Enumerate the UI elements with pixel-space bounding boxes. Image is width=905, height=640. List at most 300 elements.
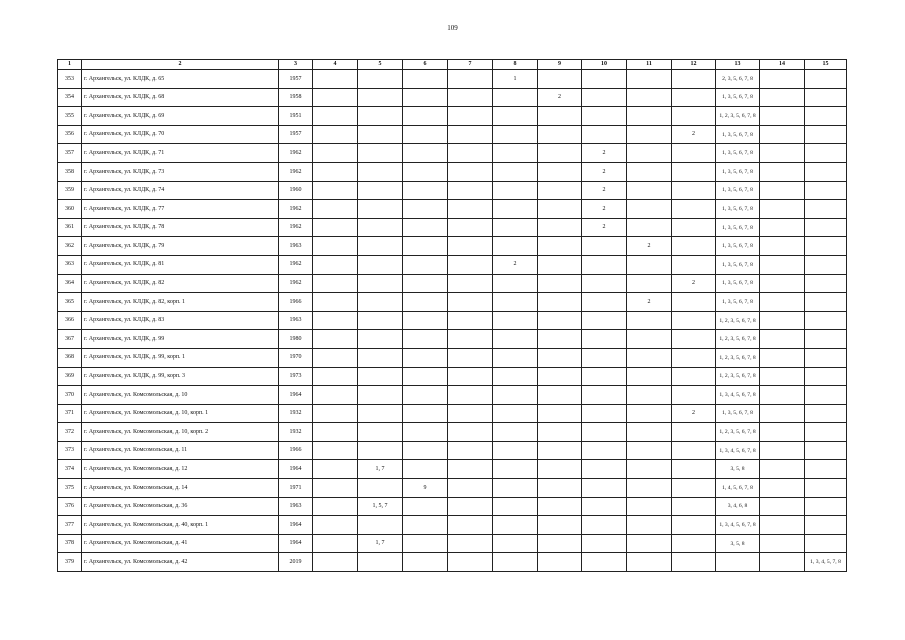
value-cell-6 bbox=[403, 460, 448, 479]
value-cell-12 bbox=[672, 553, 716, 572]
value-cell-5: 1, 7 bbox=[358, 534, 403, 553]
value-cell-6 bbox=[403, 441, 448, 460]
codes-cell-13: 3, 5, 8 bbox=[716, 460, 760, 479]
table-row bbox=[58, 404, 847, 423]
value-cell-9 bbox=[538, 237, 582, 256]
value-cell-11 bbox=[627, 181, 672, 200]
codes-cell-13: 1, 2, 3, 5, 6, 7, 8 bbox=[716, 330, 760, 349]
column-header: 13 bbox=[716, 60, 760, 70]
value-cell-8 bbox=[493, 311, 538, 330]
codes-cell-13: 1, 3, 5, 6, 7, 8 bbox=[716, 293, 760, 312]
year-cell: 1963 bbox=[279, 311, 313, 330]
table-row bbox=[58, 441, 847, 460]
row-number-cell: 373 bbox=[58, 441, 82, 460]
value-cell-14 bbox=[760, 144, 805, 163]
year-cell: 1962 bbox=[279, 274, 313, 293]
codes-cell-13: 3, 5, 8 bbox=[716, 534, 760, 553]
value-cell-10 bbox=[582, 125, 627, 144]
value-cell-7 bbox=[448, 144, 493, 163]
value-cell-4 bbox=[313, 423, 358, 442]
value-cell-10 bbox=[582, 553, 627, 572]
value-cell-4 bbox=[313, 218, 358, 237]
value-cell-11 bbox=[627, 330, 672, 349]
value-cell-6 bbox=[403, 125, 448, 144]
value-cell-6 bbox=[403, 497, 448, 516]
address-cell: г. Архангельск, ул. КЛДК, д. 81 bbox=[82, 255, 279, 274]
value-cell-14 bbox=[760, 497, 805, 516]
year-cell: 1951 bbox=[279, 107, 313, 126]
value-cell-6 bbox=[403, 181, 448, 200]
value-cell-5 bbox=[358, 553, 403, 572]
value-cell-5 bbox=[358, 88, 403, 107]
codes-cell-15 bbox=[805, 423, 847, 442]
value-cell-12 bbox=[672, 70, 716, 89]
value-cell-10 bbox=[582, 386, 627, 405]
table-row bbox=[58, 255, 847, 274]
value-cell-7 bbox=[448, 386, 493, 405]
value-cell-11 bbox=[627, 70, 672, 89]
value-cell-12 bbox=[672, 255, 716, 274]
value-cell-9 bbox=[538, 386, 582, 405]
value-cell-11 bbox=[627, 479, 672, 498]
value-cell-14 bbox=[760, 218, 805, 237]
year-cell: 1958 bbox=[279, 88, 313, 107]
value-cell-12 bbox=[672, 386, 716, 405]
table-row bbox=[58, 200, 847, 219]
value-cell-6 bbox=[403, 534, 448, 553]
address-cell: г. Архангельск, ул. КЛДК, д. 79 bbox=[82, 237, 279, 256]
codes-cell-15 bbox=[805, 144, 847, 163]
codes-cell-13 bbox=[716, 553, 760, 572]
row-number-cell: 372 bbox=[58, 423, 82, 442]
row-number-cell: 359 bbox=[58, 181, 82, 200]
value-cell-9 bbox=[538, 367, 582, 386]
value-cell-7 bbox=[448, 330, 493, 349]
row-number-cell: 379 bbox=[58, 553, 82, 572]
row-number-cell: 365 bbox=[58, 293, 82, 312]
value-cell-4 bbox=[313, 441, 358, 460]
value-cell-11: 2 bbox=[627, 237, 672, 256]
value-cell-10 bbox=[582, 88, 627, 107]
address-cell: г. Архангельск, ул. Комсомольская, д. 10, корп. 1 bbox=[82, 404, 279, 423]
address-cell: г. Архангельск, ул. Комсомольская, д. 42 bbox=[82, 553, 279, 572]
value-cell-14 bbox=[760, 181, 805, 200]
year-cell: 1964 bbox=[279, 386, 313, 405]
value-cell-10: 2 bbox=[582, 162, 627, 181]
row-number-cell: 377 bbox=[58, 516, 82, 535]
value-cell-12 bbox=[672, 311, 716, 330]
value-cell-8 bbox=[493, 218, 538, 237]
value-cell-9 bbox=[538, 311, 582, 330]
value-cell-11 bbox=[627, 516, 672, 535]
value-cell-7 bbox=[448, 88, 493, 107]
value-cell-9 bbox=[538, 330, 582, 349]
codes-cell-13: 1, 3, 5, 6, 7, 8 bbox=[716, 125, 760, 144]
value-cell-7 bbox=[448, 255, 493, 274]
value-cell-9 bbox=[538, 218, 582, 237]
address-cell: г. Архангельск, ул. КЛДК, д. 70 bbox=[82, 125, 279, 144]
value-cell-10 bbox=[582, 311, 627, 330]
year-cell: 1964 bbox=[279, 460, 313, 479]
codes-cell-13: 1, 2, 3, 5, 6, 7, 8 bbox=[716, 423, 760, 442]
value-cell-7 bbox=[448, 311, 493, 330]
table-row bbox=[58, 479, 847, 498]
column-header: 2 bbox=[82, 60, 279, 70]
codes-cell-15 bbox=[805, 255, 847, 274]
value-cell-4 bbox=[313, 237, 358, 256]
value-cell-7 bbox=[448, 125, 493, 144]
column-header: 14 bbox=[760, 60, 805, 70]
value-cell-6 bbox=[403, 200, 448, 219]
value-cell-6 bbox=[403, 386, 448, 405]
value-cell-7 bbox=[448, 200, 493, 219]
table-row bbox=[58, 107, 847, 126]
value-cell-6 bbox=[403, 218, 448, 237]
value-cell-14 bbox=[760, 441, 805, 460]
row-number-cell: 360 bbox=[58, 200, 82, 219]
table-row bbox=[58, 218, 847, 237]
value-cell-14 bbox=[760, 386, 805, 405]
address-cell: г. Архангельск, ул. Комсомольская, д. 10 bbox=[82, 386, 279, 405]
year-cell: 1962 bbox=[279, 218, 313, 237]
value-cell-6 bbox=[403, 423, 448, 442]
value-cell-6 bbox=[403, 330, 448, 349]
value-cell-5 bbox=[358, 274, 403, 293]
value-cell-12 bbox=[672, 348, 716, 367]
value-cell-6 bbox=[403, 237, 448, 256]
year-cell: 1980 bbox=[279, 330, 313, 349]
address-cell: г. Архангельск, ул. КЛДК, д. 65 bbox=[82, 70, 279, 89]
table-row bbox=[58, 497, 847, 516]
codes-cell-15 bbox=[805, 200, 847, 219]
value-cell-8 bbox=[493, 460, 538, 479]
value-cell-8 bbox=[493, 88, 538, 107]
value-cell-6 bbox=[403, 516, 448, 535]
address-cell: г. Архангельск, ул. КЛДК, д. 99, корп. 3 bbox=[82, 367, 279, 386]
table-row bbox=[58, 386, 847, 405]
column-header: 15 bbox=[805, 60, 847, 70]
value-cell-8 bbox=[493, 181, 538, 200]
value-cell-5 bbox=[358, 423, 403, 442]
value-cell-11 bbox=[627, 107, 672, 126]
value-cell-14 bbox=[760, 88, 805, 107]
page-number: 109 bbox=[447, 24, 458, 32]
address-cell: г. Архангельск, ул. Комсомольская, д. 36 bbox=[82, 497, 279, 516]
value-cell-8 bbox=[493, 516, 538, 535]
value-cell-10: 2 bbox=[582, 181, 627, 200]
value-cell-6 bbox=[403, 255, 448, 274]
value-cell-10 bbox=[582, 70, 627, 89]
codes-cell-13: 2, 3, 5, 6, 7, 8 bbox=[716, 70, 760, 89]
table-row bbox=[58, 144, 847, 163]
value-cell-5 bbox=[358, 237, 403, 256]
row-number-cell: 353 bbox=[58, 70, 82, 89]
value-cell-8 bbox=[493, 348, 538, 367]
value-cell-10 bbox=[582, 367, 627, 386]
address-cell: г. Архангельск, ул. КЛДК, д. 71 bbox=[82, 144, 279, 163]
column-header: 5 bbox=[358, 60, 403, 70]
codes-cell-13: 1, 3, 5, 6, 7, 8 bbox=[716, 255, 760, 274]
value-cell-11 bbox=[627, 144, 672, 163]
value-cell-9 bbox=[538, 479, 582, 498]
value-cell-4 bbox=[313, 348, 358, 367]
value-cell-10 bbox=[582, 330, 627, 349]
value-cell-4 bbox=[313, 404, 358, 423]
year-cell: 1966 bbox=[279, 441, 313, 460]
value-cell-7 bbox=[448, 460, 493, 479]
value-cell-11 bbox=[627, 88, 672, 107]
value-cell-8: 2 bbox=[493, 255, 538, 274]
value-cell-14 bbox=[760, 479, 805, 498]
table-row bbox=[58, 125, 847, 144]
value-cell-10 bbox=[582, 255, 627, 274]
codes-cell-13: 1, 2, 3, 5, 6, 7, 8 bbox=[716, 107, 760, 126]
value-cell-14 bbox=[760, 404, 805, 423]
row-number-cell: 358 bbox=[58, 162, 82, 181]
row-number-cell: 366 bbox=[58, 311, 82, 330]
value-cell-11 bbox=[627, 348, 672, 367]
year-cell: 1962 bbox=[279, 255, 313, 274]
header-row bbox=[58, 60, 847, 70]
year-cell: 1966 bbox=[279, 293, 313, 312]
codes-cell-13: 1, 3, 5, 6, 7, 8 bbox=[716, 181, 760, 200]
value-cell-8 bbox=[493, 125, 538, 144]
value-cell-9 bbox=[538, 516, 582, 535]
value-cell-8 bbox=[493, 200, 538, 219]
value-cell-14 bbox=[760, 70, 805, 89]
value-cell-4 bbox=[313, 200, 358, 219]
year-cell: 1932 bbox=[279, 423, 313, 442]
value-cell-6 bbox=[403, 404, 448, 423]
value-cell-4 bbox=[313, 255, 358, 274]
value-cell-11 bbox=[627, 218, 672, 237]
value-cell-12 bbox=[672, 330, 716, 349]
value-cell-7 bbox=[448, 70, 493, 89]
codes-cell-13: 1, 3, 5, 6, 7, 8 bbox=[716, 162, 760, 181]
value-cell-14 bbox=[760, 125, 805, 144]
column-header: 11 bbox=[627, 60, 672, 70]
value-cell-12 bbox=[672, 181, 716, 200]
year-cell: 1973 bbox=[279, 367, 313, 386]
value-cell-14 bbox=[760, 553, 805, 572]
value-cell-8 bbox=[493, 441, 538, 460]
value-cell-10 bbox=[582, 460, 627, 479]
codes-cell-15 bbox=[805, 162, 847, 181]
table-row bbox=[58, 367, 847, 386]
codes-cell-13: 3, 4, 6, 8 bbox=[716, 497, 760, 516]
value-cell-9 bbox=[538, 125, 582, 144]
value-cell-4 bbox=[313, 534, 358, 553]
value-cell-11 bbox=[627, 200, 672, 219]
column-header: 8 bbox=[493, 60, 538, 70]
address-cell: г. Архангельск, ул. Комсомольская, д. 40, корп. 1 bbox=[82, 516, 279, 535]
row-number-cell: 370 bbox=[58, 386, 82, 405]
value-cell-9 bbox=[538, 181, 582, 200]
table-row bbox=[58, 274, 847, 293]
value-cell-11 bbox=[627, 404, 672, 423]
value-cell-5 bbox=[358, 311, 403, 330]
value-cell-7 bbox=[448, 441, 493, 460]
value-cell-9 bbox=[538, 460, 582, 479]
column-header: 4 bbox=[313, 60, 358, 70]
value-cell-9 bbox=[538, 534, 582, 553]
value-cell-5 bbox=[358, 367, 403, 386]
value-cell-7 bbox=[448, 237, 493, 256]
value-cell-8 bbox=[493, 107, 538, 126]
value-cell-4 bbox=[313, 311, 358, 330]
value-cell-4 bbox=[313, 107, 358, 126]
codes-cell-15 bbox=[805, 107, 847, 126]
year-cell: 1970 bbox=[279, 348, 313, 367]
value-cell-12 bbox=[672, 441, 716, 460]
value-cell-9 bbox=[538, 107, 582, 126]
value-cell-4 bbox=[313, 330, 358, 349]
value-cell-7 bbox=[448, 497, 493, 516]
codes-cell-13: 1, 3, 5, 6, 7, 8 bbox=[716, 404, 760, 423]
year-cell: 1960 bbox=[279, 181, 313, 200]
value-cell-14 bbox=[760, 348, 805, 367]
address-cell: г. Архангельск, ул. КЛДК, д. 83 bbox=[82, 311, 279, 330]
column-header: 1 bbox=[58, 60, 82, 70]
value-cell-5 bbox=[358, 404, 403, 423]
value-cell-8 bbox=[493, 144, 538, 163]
address-cell: г. Архангельск, ул. КЛДК, д. 82, корп. 1 bbox=[82, 293, 279, 312]
table-row bbox=[58, 293, 847, 312]
value-cell-4 bbox=[313, 367, 358, 386]
codes-cell-13: 1, 3, 5, 6, 7, 8 bbox=[716, 237, 760, 256]
value-cell-4 bbox=[313, 497, 358, 516]
value-cell-5 bbox=[358, 348, 403, 367]
value-cell-7 bbox=[448, 553, 493, 572]
value-cell-4 bbox=[313, 70, 358, 89]
value-cell-7 bbox=[448, 404, 493, 423]
codes-cell-13: 1, 3, 5, 6, 7, 8 bbox=[716, 274, 760, 293]
value-cell-9 bbox=[538, 293, 582, 312]
column-header: 9 bbox=[538, 60, 582, 70]
year-cell: 1971 bbox=[279, 479, 313, 498]
row-number-cell: 378 bbox=[58, 534, 82, 553]
row-number-cell: 374 bbox=[58, 460, 82, 479]
table-row bbox=[58, 516, 847, 535]
value-cell-6 bbox=[403, 107, 448, 126]
value-cell-5 bbox=[358, 144, 403, 163]
value-cell-14 bbox=[760, 423, 805, 442]
value-cell-12 bbox=[672, 88, 716, 107]
value-cell-8 bbox=[493, 497, 538, 516]
row-number-cell: 361 bbox=[58, 218, 82, 237]
year-cell: 1932 bbox=[279, 404, 313, 423]
value-cell-6 bbox=[403, 311, 448, 330]
value-cell-7 bbox=[448, 293, 493, 312]
value-cell-5 bbox=[358, 516, 403, 535]
codes-cell-13: 1, 2, 3, 5, 6, 7, 8 bbox=[716, 367, 760, 386]
codes-cell-13: 1, 2, 3, 5, 6, 7, 8 bbox=[716, 348, 760, 367]
value-cell-9 bbox=[538, 348, 582, 367]
value-cell-10 bbox=[582, 479, 627, 498]
value-cell-12: 2 bbox=[672, 125, 716, 144]
value-cell-4 bbox=[313, 516, 358, 535]
value-cell-14 bbox=[760, 367, 805, 386]
year-cell: 2019 bbox=[279, 553, 313, 572]
table-row bbox=[58, 181, 847, 200]
value-cell-4 bbox=[313, 293, 358, 312]
value-cell-12 bbox=[672, 293, 716, 312]
value-cell-10: 2 bbox=[582, 200, 627, 219]
codes-cell-15 bbox=[805, 441, 847, 460]
year-cell: 1964 bbox=[279, 534, 313, 553]
value-cell-10 bbox=[582, 441, 627, 460]
value-cell-12 bbox=[672, 162, 716, 181]
table-row bbox=[58, 162, 847, 181]
value-cell-14 bbox=[760, 293, 805, 312]
value-cell-10 bbox=[582, 423, 627, 442]
codes-cell-13: 1, 3, 4, 5, 6, 7, 8 bbox=[716, 386, 760, 405]
value-cell-5 bbox=[358, 293, 403, 312]
table-row bbox=[58, 348, 847, 367]
codes-cell-13: 1, 3, 5, 6, 7, 8 bbox=[716, 218, 760, 237]
codes-cell-15 bbox=[805, 125, 847, 144]
value-cell-11 bbox=[627, 423, 672, 442]
address-cell: г. Архангельск, ул. КЛДК, д. 68 bbox=[82, 88, 279, 107]
value-cell-7 bbox=[448, 218, 493, 237]
value-cell-12 bbox=[672, 367, 716, 386]
value-cell-10 bbox=[582, 516, 627, 535]
value-cell-10: 2 bbox=[582, 218, 627, 237]
value-cell-4 bbox=[313, 386, 358, 405]
address-cell: г. Архангельск, ул. Комсомольская, д. 11 bbox=[82, 441, 279, 460]
value-cell-7 bbox=[448, 479, 493, 498]
table-row bbox=[58, 553, 847, 572]
value-cell-11 bbox=[627, 553, 672, 572]
row-number-cell: 369 bbox=[58, 367, 82, 386]
value-cell-11 bbox=[627, 386, 672, 405]
value-cell-12 bbox=[672, 534, 716, 553]
value-cell-8 bbox=[493, 367, 538, 386]
value-cell-4 bbox=[313, 125, 358, 144]
codes-cell-15 bbox=[805, 218, 847, 237]
value-cell-4 bbox=[313, 479, 358, 498]
value-cell-6 bbox=[403, 70, 448, 89]
value-cell-8: 1 bbox=[493, 70, 538, 89]
value-cell-11 bbox=[627, 534, 672, 553]
codes-cell-15: 1, 3, 4, 5, 7, 8 bbox=[805, 553, 847, 572]
codes-cell-13: 1, 2, 3, 5, 6, 7, 8 bbox=[716, 311, 760, 330]
address-cell: г. Архангельск, ул. КЛДК, д. 69 bbox=[82, 107, 279, 126]
value-cell-4 bbox=[313, 274, 358, 293]
value-cell-4 bbox=[313, 181, 358, 200]
value-cell-7 bbox=[448, 367, 493, 386]
codes-cell-15 bbox=[805, 460, 847, 479]
value-cell-6 bbox=[403, 144, 448, 163]
value-cell-4 bbox=[313, 144, 358, 163]
codes-cell-13: 1, 3, 5, 6, 7, 8 bbox=[716, 200, 760, 219]
codes-cell-15 bbox=[805, 404, 847, 423]
codes-cell-13: 1, 3, 5, 6, 7, 8 bbox=[716, 88, 760, 107]
value-cell-9 bbox=[538, 423, 582, 442]
table-row bbox=[58, 423, 847, 442]
value-cell-10: 2 bbox=[582, 144, 627, 163]
year-cell: 1962 bbox=[279, 162, 313, 181]
column-header: 10 bbox=[582, 60, 627, 70]
codes-cell-13: 1, 3, 5, 6, 7, 8 bbox=[716, 144, 760, 163]
codes-cell-15 bbox=[805, 70, 847, 89]
value-cell-8 bbox=[493, 237, 538, 256]
value-cell-8 bbox=[493, 423, 538, 442]
value-cell-10 bbox=[582, 497, 627, 516]
value-cell-12 bbox=[672, 144, 716, 163]
value-cell-7 bbox=[448, 107, 493, 126]
row-number-cell: 363 bbox=[58, 255, 82, 274]
